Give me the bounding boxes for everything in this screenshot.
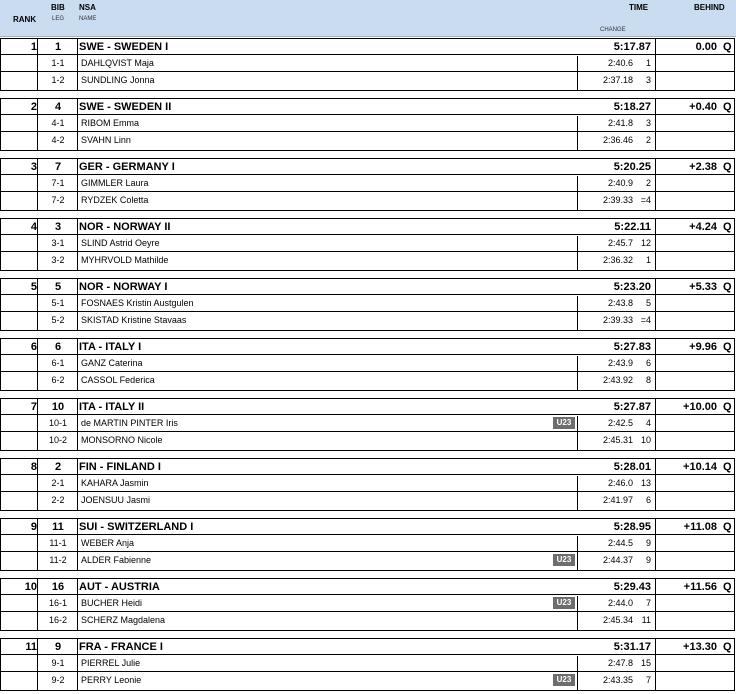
athlete-name: PERRY Leonie — [81, 675, 142, 685]
leg-time: 2:39.33 — [602, 315, 633, 325]
leg-time: 2:41.8 — [607, 118, 633, 128]
leg-rank: 9 — [645, 555, 651, 565]
team-name: ITA - ITALY II — [79, 401, 145, 413]
leg-rank: 11 — [641, 615, 651, 625]
team-time: 5:17.87 — [613, 41, 651, 53]
leg-rank: 9 — [645, 538, 651, 548]
leg-rank: 10 — [640, 435, 651, 445]
leg-rank: =4 — [640, 315, 651, 325]
team-time: 5:23.20 — [613, 281, 651, 293]
rank-value: 9 — [30, 521, 37, 533]
leg-code: 16-2 — [48, 615, 67, 625]
leg-row — [1, 72, 734, 89]
team-result — [0, 278, 735, 331]
leg-row — [1, 252, 734, 269]
athlete-name: JOENSUU Jasmi — [81, 495, 151, 505]
team-result — [0, 458, 735, 511]
leg-row — [1, 192, 734, 209]
team-divider — [77, 399, 78, 450]
bib-column-header: BIB — [51, 3, 65, 12]
athlete-name: WEBER Anja — [81, 538, 135, 548]
time-divider — [577, 656, 578, 690]
rank-value: 6 — [30, 341, 37, 353]
athlete-name: FOSNAES Kristin Austgulen — [81, 298, 194, 308]
leg-time: 2:43.92 — [602, 375, 633, 385]
behind-value: +10.00 — [683, 401, 717, 413]
nsa-column-header: NSA — [79, 3, 96, 12]
leg-code: 3-2 — [51, 255, 65, 265]
team-row — [1, 339, 734, 355]
rank-value: 1 — [30, 41, 37, 53]
leg-rank: =4 — [640, 195, 651, 205]
leg-time: 2:44.5 — [607, 538, 633, 548]
behind-divider — [655, 639, 656, 690]
leg-row — [1, 132, 734, 149]
leg-time: 2:40.6 — [607, 58, 633, 68]
leg-rank: 6 — [645, 495, 651, 505]
leg-code: 3-1 — [51, 238, 65, 248]
leg-time: 2:43.9 — [607, 358, 633, 368]
leg-code: 6-1 — [51, 358, 65, 368]
team-result — [0, 398, 735, 451]
team-time: 5:29.43 — [613, 581, 651, 593]
leg-code: 2-2 — [51, 495, 65, 505]
u23-badge: U23 — [553, 554, 575, 566]
leg-row — [1, 475, 734, 492]
team-result — [0, 638, 735, 691]
team-name: ITA - ITALY I — [79, 341, 142, 353]
rank-divider — [37, 639, 38, 690]
athlete-name: PIERREL Julie — [81, 658, 141, 668]
leg-rank: 7 — [645, 598, 651, 608]
time-divider — [577, 116, 578, 150]
leg-time: 2:44.37 — [602, 555, 633, 565]
bib-value: 2 — [54, 461, 62, 473]
leg-time: 2:40.9 — [607, 178, 633, 188]
behind-divider — [655, 399, 656, 450]
leg-row — [1, 415, 734, 432]
leg-row — [1, 372, 734, 389]
athlete-name: SVAHN Linn — [81, 135, 131, 145]
leg-time: 2:36.46 — [602, 135, 633, 145]
leg-row — [1, 432, 734, 449]
leg-row — [1, 355, 734, 372]
team-name: GER - GERMANY I — [79, 161, 175, 173]
leg-time: 2:36.32 — [602, 255, 633, 265]
rank-divider — [37, 279, 38, 330]
team-result — [0, 38, 735, 91]
leg-code: 1-1 — [51, 58, 65, 68]
athlete-name: RYDZEK Coletta — [81, 195, 149, 205]
leg-code: 10-2 — [48, 435, 67, 445]
leg-code: 5-1 — [51, 298, 65, 308]
bib-value: 7 — [54, 161, 62, 173]
time-divider — [577, 176, 578, 210]
leg-time: 2:37.18 — [602, 75, 633, 85]
leg-row — [1, 535, 734, 552]
rank-divider — [37, 579, 38, 630]
behind-divider — [655, 579, 656, 630]
athlete-name: SUNDLING Jonna — [81, 75, 155, 85]
leg-code: 11-1 — [49, 538, 67, 548]
leg-rank: 12 — [640, 238, 651, 248]
team-divider — [77, 219, 78, 270]
behind-value: +11.56 — [683, 581, 717, 593]
leg-rank: 5 — [645, 298, 651, 308]
team-divider — [77, 579, 78, 630]
results-table-header — [0, 0, 736, 37]
bib-value: 4 — [54, 101, 62, 113]
behind-divider — [655, 519, 656, 570]
team-row — [1, 99, 734, 115]
time-divider — [577, 356, 578, 390]
behind-divider — [655, 339, 656, 390]
team-name: AUT - AUSTRIA — [79, 581, 160, 593]
leg-row — [1, 672, 734, 689]
qualified-mark: Q — [723, 161, 732, 173]
leg-code: 10-1 — [48, 418, 67, 428]
time-column-header: TIME — [629, 3, 649, 12]
leg-rank: 13 — [640, 478, 651, 488]
leg-code: 9-1 — [51, 658, 65, 668]
team-result — [0, 98, 735, 151]
behind-value: +2.38 — [689, 161, 717, 173]
team-row — [1, 399, 734, 415]
team-name: FRA - FRANCE I — [79, 641, 163, 653]
team-row — [1, 219, 734, 235]
rank-divider — [37, 459, 38, 510]
team-result — [0, 218, 735, 271]
leg-time: 2:45.7 — [607, 238, 633, 248]
athlete-name: RIBOM Emma — [81, 118, 140, 128]
leg-rank: 3 — [645, 118, 651, 128]
team-row — [1, 39, 734, 55]
behind-value: +0.40 — [689, 101, 717, 113]
rank-divider — [37, 99, 38, 150]
rank-value: 2 — [30, 101, 37, 113]
rank-value: 11 — [25, 641, 37, 653]
team-row — [1, 639, 734, 655]
team-divider — [77, 339, 78, 390]
bib-value: 5 — [54, 281, 62, 293]
athlete-name: GIMMLER Laura — [81, 178, 149, 188]
qualified-mark: Q — [723, 581, 732, 593]
leg-rank: 2 — [645, 178, 651, 188]
behind-value: +11.08 — [683, 521, 717, 533]
leg-row — [1, 655, 734, 672]
time-divider — [577, 416, 578, 450]
athlete-name: BUCHER Heidi — [81, 598, 143, 608]
behind-value: 0.00 — [695, 41, 717, 53]
team-time: 5:27.83 — [613, 341, 651, 353]
team-time: 5:28.95 — [613, 521, 651, 533]
behind-divider — [655, 219, 656, 270]
leg-rank: 8 — [645, 375, 651, 385]
bib-value: 3 — [54, 221, 62, 233]
leg-row — [1, 55, 734, 72]
leg-rank: 7 — [645, 675, 651, 685]
team-time: 5:22.11 — [614, 221, 651, 233]
team-name: NOR - NORWAY II — [79, 221, 171, 233]
rank-column-header: RANK — [13, 15, 37, 24]
behind-divider — [655, 99, 656, 150]
behind-value: +13.30 — [683, 641, 717, 653]
time-divider — [577, 56, 578, 90]
team-row — [1, 159, 734, 175]
rank-divider — [37, 39, 38, 90]
team-name: SWE - SWEDEN I — [79, 41, 169, 53]
team-name: NOR - NORWAY I — [79, 281, 168, 293]
leg-code: 1-2 — [51, 75, 65, 85]
leg-time: 2:45.31 — [602, 435, 633, 445]
leg-row — [1, 295, 734, 312]
leg-time: 2:46.0 — [607, 478, 633, 488]
bib-value: 16 — [51, 581, 65, 593]
rank-divider — [37, 159, 38, 210]
team-divider — [77, 99, 78, 150]
behind-divider — [655, 459, 656, 510]
team-time: 5:18.27 — [613, 101, 651, 113]
leg-code: 16-1 — [48, 598, 67, 608]
leg-code: 11-2 — [49, 555, 67, 565]
bib-value: 9 — [54, 641, 62, 653]
team-name: SUI - SWITZERLAND I — [79, 521, 194, 533]
u23-badge: U23 — [553, 674, 575, 686]
leg-rank: 6 — [645, 358, 651, 368]
behind-divider — [655, 159, 656, 210]
time-divider — [577, 236, 578, 270]
qualified-mark: Q — [723, 341, 732, 353]
behind-value: +9.96 — [689, 341, 717, 353]
leg-row — [1, 492, 734, 509]
time-divider — [577, 296, 578, 330]
team-row — [1, 459, 734, 475]
behind-divider — [655, 39, 656, 90]
team-result — [0, 518, 735, 571]
behind-column-header: BEHIND — [694, 3, 725, 12]
leg-code: 4-2 — [51, 135, 65, 145]
leg-rank: 1 — [645, 58, 651, 68]
team-time: 5:27.87 — [613, 401, 651, 413]
team-divider — [77, 459, 78, 510]
rank-value: 5 — [30, 281, 37, 293]
qualified-mark: Q — [723, 281, 732, 293]
qualified-mark: Q — [723, 41, 732, 53]
team-divider — [77, 519, 78, 570]
team-divider — [77, 279, 78, 330]
athlete-name: SKISTAD Kristine Stavaas — [81, 315, 187, 325]
team-divider — [77, 159, 78, 210]
leg-code: 7-1 — [51, 178, 65, 188]
leg-rank: 4 — [645, 418, 651, 428]
team-time: 5:20.25 — [613, 161, 651, 173]
athlete-name: ALDER Fabienne — [81, 555, 152, 565]
leg-code: 7-2 — [51, 195, 65, 205]
leg-code: 4-1 — [51, 118, 65, 128]
rank-value: 7 — [30, 401, 37, 413]
team-result — [0, 158, 735, 211]
team-name: SWE - SWEDEN II — [79, 101, 172, 113]
behind-value: +4.24 — [689, 221, 717, 233]
team-row — [1, 579, 734, 595]
leg-time: 2:42.5 — [607, 418, 633, 428]
rank-value: 8 — [30, 461, 37, 473]
athlete-name: SCHERZ Magdalena — [81, 615, 166, 625]
qualified-mark: Q — [723, 461, 732, 473]
team-result — [0, 338, 735, 391]
team-divider — [77, 39, 78, 90]
leg-time: 2:43.35 — [602, 675, 633, 685]
leg-row — [1, 595, 734, 612]
leg-row — [1, 115, 734, 132]
rank-divider — [37, 339, 38, 390]
athlete-name: DAHLQVIST Maja — [81, 58, 154, 68]
leg-time: 2:41.97 — [602, 495, 633, 505]
leg-rank: 15 — [640, 658, 651, 668]
leg-row — [1, 552, 734, 569]
leg-rank: 2 — [645, 135, 651, 145]
leg-time: 2:47.8 — [607, 658, 633, 668]
team-row — [1, 279, 734, 295]
qualified-mark: Q — [723, 221, 732, 233]
leg-time: 2:45.34 — [602, 615, 633, 625]
time-divider — [577, 536, 578, 570]
bib-value: 10 — [51, 401, 65, 413]
time-divider — [577, 476, 578, 510]
behind-divider — [655, 279, 656, 330]
qualified-mark: Q — [723, 401, 732, 413]
team-row — [1, 519, 734, 535]
bib-value: 1 — [54, 41, 62, 53]
leg-time: 2:44.0 — [607, 598, 633, 608]
rank-divider — [37, 219, 38, 270]
qualified-mark: Q — [723, 641, 732, 653]
leg-row — [1, 612, 734, 629]
rank-value: 3 — [30, 161, 37, 173]
leg-code: 6-2 — [51, 375, 65, 385]
name-column-header: NAME — [79, 16, 97, 22]
leg-row — [1, 235, 734, 252]
leg-column-header: LEG — [52, 16, 65, 22]
u23-badge: U23 — [553, 417, 575, 429]
athlete-name: SLIND Astrid Oeyre — [81, 238, 160, 248]
leg-code: 9-2 — [51, 675, 65, 685]
athlete-name: CASSOL Federica — [81, 375, 155, 385]
time-divider — [577, 596, 578, 630]
leg-rank: 3 — [645, 75, 651, 85]
athlete-name: MYHRVOLD Mathilde — [81, 255, 169, 265]
team-time: 5:28.01 — [613, 461, 651, 473]
rank-divider — [37, 519, 38, 570]
athlete-name: MONSORNO Nicole — [81, 435, 163, 445]
qualified-mark: Q — [723, 521, 732, 533]
leg-time: 2:39.33 — [602, 195, 633, 205]
rank-value: 10 — [24, 581, 37, 593]
bib-value: 6 — [54, 341, 62, 353]
rank-value: 4 — [30, 221, 37, 233]
athlete-name: de MARTIN PINTER Iris — [81, 418, 178, 428]
qualified-mark: Q — [723, 101, 732, 113]
leg-code: 2-1 — [51, 478, 65, 488]
athlete-name: KAHARA Jasmin — [81, 478, 149, 488]
change-column-header: CHANGE — [600, 27, 626, 33]
team-time: 5:31.17 — [613, 641, 651, 653]
leg-code: 5-2 — [51, 315, 65, 325]
leg-rank: 1 — [645, 255, 651, 265]
leg-time: 2:43.8 — [607, 298, 633, 308]
behind-value: +10.14 — [683, 461, 717, 473]
team-name: FIN - FINLAND I — [79, 461, 161, 473]
u23-badge: U23 — [553, 597, 575, 609]
bib-value: 11 — [52, 521, 64, 533]
leg-row — [1, 175, 734, 192]
leg-row — [1, 312, 734, 329]
team-result — [0, 578, 735, 631]
team-divider — [77, 639, 78, 690]
athlete-name: GANZ Caterina — [81, 358, 143, 368]
behind-value: +5.33 — [689, 281, 717, 293]
rank-divider — [37, 399, 38, 450]
